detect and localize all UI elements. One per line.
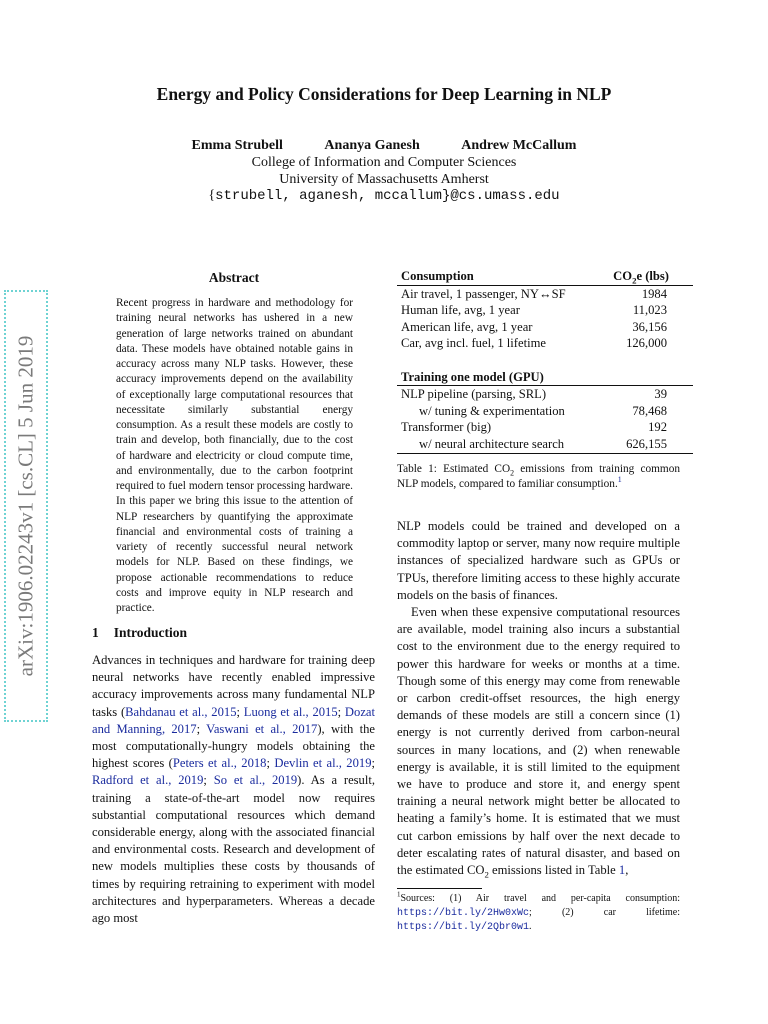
table-row (397, 436, 693, 453)
table-row (397, 386, 693, 403)
table-cell: 11,023 (632, 303, 667, 318)
co2-table (397, 268, 693, 454)
table-subheader-row (397, 369, 693, 386)
table-cell: Human life, avg, 1 year (401, 303, 520, 318)
table-row (397, 319, 693, 336)
body-text: ), with the most computationally-hungry models obtaining the highest scores ( (92, 721, 375, 771)
body-text: ; (371, 756, 375, 771)
body-text: ; (196, 721, 207, 736)
table-row (397, 285, 693, 302)
table-cell: NLP pipeline (parsing, SRL) (401, 387, 547, 402)
emails-brace: { (208, 188, 216, 203)
table-row (397, 403, 693, 420)
table-cell: w/ tuning & experimentation (419, 403, 565, 418)
subscript: 2 (484, 869, 489, 880)
emails-domain: }@cs.umass.edu (441, 188, 560, 204)
body-paragraph (397, 604, 680, 879)
table-cell: 78,468 (632, 403, 667, 418)
affiliation-line: College of Information and Computer Sciences (251, 155, 517, 170)
section-number: 1 (92, 625, 99, 640)
table-cell: Air travel, 1 passenger, NY↔SF (401, 286, 566, 301)
citation-link[interactable]: Peters et al., 2018 (172, 756, 267, 771)
footnote-text: ; (2) car lifetime: (529, 906, 680, 918)
body-text: ). As a result, training a state-of-the-art model now requires substantial computational resources which demand considerable energy, along with the associated financial and environmental costs. Research and development of new models multiplies these costs by thousands of times by requiring retraining to experiment with model architectures and hyperparameters. Whereas a decade ago most (92, 773, 375, 926)
intro-paragraph (92, 652, 375, 927)
emails-names: strubell, aganesh, mccallum (215, 188, 442, 204)
citation-link[interactable]: Devlin et al., 2019 (274, 756, 372, 771)
section-title: Introduction (113, 625, 188, 640)
table-spacer (397, 352, 693, 369)
caption-text: emissions from training common NLP models, compared to familiar consumption. (397, 463, 680, 490)
table-header-row (397, 268, 693, 285)
table-reference-link[interactable]: 1 (618, 863, 626, 878)
author-name: Ananya Ganesh (324, 138, 420, 153)
citation-link[interactable]: So et al., 2019 (213, 773, 298, 788)
table-cell: American life, avg, 1 year (401, 319, 533, 334)
citation-link[interactable]: Luong et al., 2015 (243, 704, 338, 719)
author-name: Andrew McCallum (461, 138, 577, 153)
section-heading (92, 625, 187, 641)
body-text: , (625, 863, 629, 878)
citation-link[interactable]: Vaswani et al., 2017 (206, 721, 318, 736)
body-text: ; (203, 773, 214, 788)
footnote-marker[interactable]: 1 (617, 475, 622, 485)
url-link[interactable]: https://bit.ly/2Qbr0w1 (397, 922, 530, 933)
author-emails (0, 188, 768, 204)
abstract-heading: Abstract (208, 270, 260, 285)
footnote-text: Sources: (1) Air travel and per-capita consumption: (400, 893, 680, 904)
footnote-mark: 1 (397, 890, 401, 899)
table-header-cell (596, 268, 693, 285)
arxiv-stamp-text: arXiv:1906.02243v1 [cs.CL] 5 Jun 2019 (13, 335, 38, 677)
table-cell: Car, avg incl. fuel, 1 lifetime (401, 336, 546, 351)
table-row (397, 419, 693, 436)
table-cell: w/ neural architecture search (397, 436, 596, 453)
table-subheader-cell: Training one model (GPU) (397, 369, 596, 386)
body-text: ; (337, 704, 345, 719)
body-text: emissions listed in Table (488, 863, 619, 878)
footnote (397, 892, 680, 935)
table-row (397, 335, 693, 352)
table-cell: 39 (654, 387, 667, 402)
right-column-text (397, 518, 680, 879)
citation-link[interactable]: Bahdanau et al., 2015 (125, 704, 237, 719)
body-text: ; (236, 704, 244, 719)
abstract-text: Recent progress in hardware and methodology for training neural networks has ushered in a new generation of large networks trained on abundant data. These models have obtained notable gains in accuracy across many NLP tasks. However, these accuracy improvements depend on the availability of exceptionally large computational resources that necessitate similarly substantial energy consumption. As a result these models are costly to train and develop, both financially, due to the cost of hardware and electricity or cloud compute time, and environmentally, due to the carbon footprint required to fuel modern tensor processing hardware. In this paper we bring this issue to the attention of NLP researchers by quantifying the approximate financial and environmental costs of training a variety of recently successful neural network models for NLP. Based on these findings, we propose actionable recommendations to reduce costs and improve equity in NLP research and practice. (116, 297, 353, 614)
table-cell: 126,000 (626, 336, 667, 351)
author-list (0, 138, 768, 154)
table-cell: 192 (648, 420, 667, 435)
body-text: ; (266, 756, 275, 771)
citation-link[interactable]: Radford et al., 2019 (92, 773, 204, 788)
body-text: Even when these expensive computational resources are available, model training also incurs a substantial cost to the environment due to the energy required to power this hardware for weeks or months at a time. Though some of this energy may come from renewable or carbon credit-offset resources, the high energy demands of these models are still a concern since (1) energy is not currently derived from carbon-neural sources in many locations, and (2) when renewable energy is available, it is still limited to the equipment we have to produce and store it, and energy spent training a neural network might better be allocated to heating a family’s home. It is estimated that we must cut carbon emissions by half over the next decade to deter escalating rates of natural disaster, and based on the estimated CO (397, 605, 680, 878)
co2-unit: e (lbs) (636, 269, 669, 283)
co2-label: CO (613, 269, 633, 283)
caption-text: Table 1: Estimated CO (397, 463, 511, 475)
citation-link[interactable]: Dozat and Manning, 2017 (92, 704, 375, 736)
table-cell: Transformer (big) (401, 420, 492, 435)
affiliation-line: University of Massachusetts Amherst (279, 172, 489, 187)
body-text: Advances in techniques and hardware for training deep neural networks have recently enabled impressive accuracy improvements across many fundamental NLP tasks ( (92, 653, 375, 719)
table-caption (397, 462, 680, 492)
paper-title: Energy and Policy Considerations for Deep Learning in NLP (156, 84, 612, 104)
subscript: 2 (632, 275, 637, 286)
footnote-text: . (529, 921, 532, 932)
body-paragraph: NLP models could be trained and developed on a commodity laptop or server, many now require multiple instances of specialized hardware such as GPUs or TPUs, therefore limiting access to these highly accurate models on the basis of finances. (397, 519, 680, 602)
table-header-cell: Consumption (397, 268, 596, 285)
subscript: 2 (510, 468, 515, 478)
author-name: Emma Strubell (191, 138, 283, 153)
footnote-divider (397, 888, 482, 889)
arxiv-stamp[interactable] (4, 290, 48, 722)
table-row (397, 302, 693, 319)
table-cell: 1984 (641, 286, 667, 301)
table-cell: 626,155 (596, 436, 693, 453)
url-link[interactable]: https://bit.ly/2Hw0xWc (397, 907, 530, 919)
table-cell: 36,156 (632, 319, 667, 334)
